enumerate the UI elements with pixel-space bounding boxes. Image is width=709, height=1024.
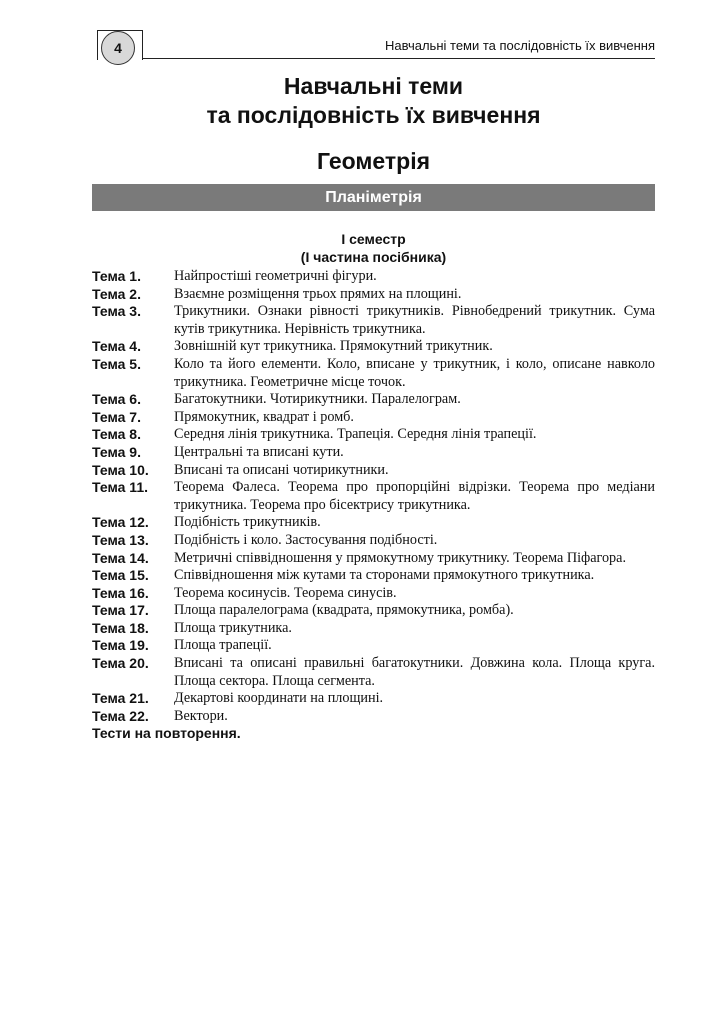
topic-label: Тема 16. — [92, 584, 149, 601]
topic-item — [92, 690, 655, 708]
topic-item — [92, 426, 655, 444]
topic-item — [92, 602, 655, 620]
topic-label: Тема 11. — [92, 479, 148, 496]
topic-text: Багатокутники. Чотирикутники. Паралелограм. — [174, 391, 461, 408]
topic-item — [92, 620, 655, 638]
topic-text: Площа трикутника. — [174, 619, 292, 636]
topic-item — [92, 532, 655, 550]
semester-heading — [92, 230, 655, 266]
page-title-line-2: та послідовність їх вивчення — [206, 102, 541, 128]
topic-item — [92, 338, 655, 356]
topic-label: Тема 8. — [92, 426, 141, 443]
topic-label: Тема 7. — [92, 408, 141, 425]
topic-label: Тема 1. — [92, 268, 141, 284]
topic-item — [92, 268, 655, 286]
topic-text: Центральні та вписані кути. — [174, 443, 344, 460]
topic-item — [92, 514, 655, 532]
topic-text: Теорема Фалеса. Теорема про пропорційні відрізки. Теорема про медіани трикутника. Теорема про бісектрису трикутника. — [174, 479, 655, 513]
topic-label: Тема 19. — [92, 637, 149, 654]
topic-item — [92, 479, 655, 514]
topic-list — [92, 268, 655, 743]
topic-item — [92, 585, 655, 603]
topic-item — [92, 708, 655, 726]
semester-line-2: (І частина посібника) — [300, 249, 447, 265]
topic-text: Середня лінія трикутника. Трапеція. Середня лінія трапеції. — [174, 426, 537, 443]
topic-label: Тема 9. — [92, 443, 141, 460]
topic-text: Вписані та описані чотирикутники. — [174, 461, 389, 478]
topic-item — [92, 655, 655, 690]
topic-text: Площа паралелограма (квадрата, прямокутника, ромба). — [174, 602, 514, 619]
topic-text: Трикутники. Ознаки рівності трикутників. Рівнобедрений трикутник. Сума кутів трикутника. Нерівність трикутника. — [174, 303, 655, 337]
header-rule — [143, 58, 655, 59]
page-title — [92, 72, 655, 130]
topic-text: Подібність трикутників. — [174, 514, 321, 531]
topic-label: Тема 20. — [92, 655, 149, 672]
topic-label: Тема 2. — [92, 285, 141, 302]
running-header-title: Навчальні теми та послідовність їх вивчення — [385, 38, 655, 53]
topic-text: Вписані та описані правильні багатокутники. Довжина кола. Площа круга. Площа сектора. Площа сегмента. — [174, 655, 655, 689]
topic-label: Тема 18. — [92, 619, 149, 636]
topic-text: Коло та його елементи. Коло, вписане у трикутник, і коло, описане навколо трикутника. Геометричне місце точок. — [174, 355, 655, 390]
topic-label: Тема 22. — [92, 707, 149, 724]
topic-text: Декартові координати на площині. — [174, 690, 384, 707]
topic-item — [92, 567, 655, 585]
topic-text: Подібність і коло. Застосування подібності. — [174, 531, 438, 548]
topic-item — [92, 286, 655, 304]
topic-label: Тема 17. — [92, 602, 149, 619]
topic-label: Тема 4. — [92, 338, 141, 355]
topic-item — [92, 462, 655, 480]
section-bar — [92, 184, 655, 211]
topic-label: Тема 15. — [92, 567, 149, 584]
topic-label: Тема 12. — [92, 514, 149, 531]
topic-label: Тема 3. — [92, 303, 141, 320]
topic-text: Співвідношення між кутами та сторонами прямокутного трикутника. — [174, 567, 595, 584]
topic-item — [92, 303, 655, 338]
topic-item — [92, 637, 655, 655]
page-title-line-1: Навчальні теми — [283, 73, 464, 99]
topic-item — [92, 391, 655, 409]
topic-text: Теорема косинусів. Теорема синусів. — [174, 584, 397, 601]
topic-text: Взаємне розміщення трьох прямих на площині. — [174, 285, 462, 302]
topic-label: Тема 14. — [92, 549, 149, 566]
topic-item — [92, 409, 655, 427]
topic-label: Тема 10. — [92, 461, 149, 478]
topic-label: Тема 6. — [92, 391, 141, 408]
topic-text: Прямокутник, квадрат і ромб. — [174, 408, 354, 425]
topic-text: Площа трапеції. — [174, 637, 272, 654]
topic-label: Тема 13. — [92, 531, 149, 548]
topic-text: Найпростіші геометричні фігури. — [174, 268, 377, 284]
subject-heading: Геометрія — [316, 148, 431, 174]
review-tests-heading: Тести на повторення. — [92, 725, 241, 742]
section-title: Планіметрія — [325, 188, 422, 206]
topic-text: Метричні співвідношення у прямокутному трикутнику. Теорема Піфагора. — [174, 549, 626, 566]
topic-item — [92, 550, 655, 568]
page-number: 4 — [101, 31, 135, 65]
semester-line-1: І семестр — [341, 231, 406, 247]
topic-item — [92, 444, 655, 462]
topic-text: Зовнішній кут трикутника. Прямокутний трикутник. — [174, 338, 493, 355]
topic-label: Тема 21. — [92, 690, 149, 707]
topic-text: Вектори. — [174, 707, 228, 724]
topic-item — [92, 356, 655, 391]
topic-label: Тема 5. — [92, 355, 141, 372]
